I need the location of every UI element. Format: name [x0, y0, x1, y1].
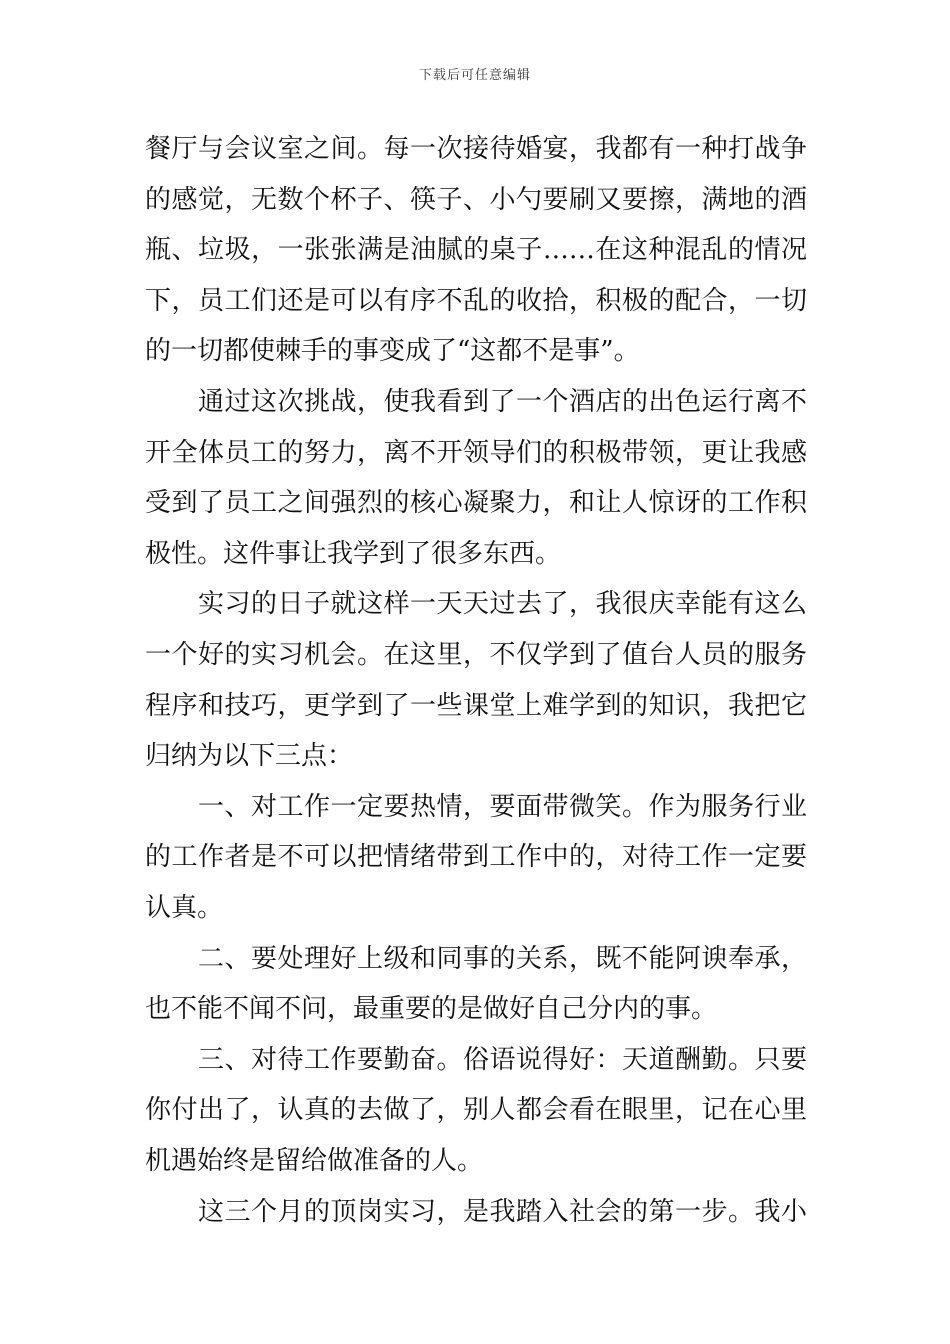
- text-line: 一、对工作一定要热情，要面带微笑。作为服务行业: [145, 792, 807, 822]
- text-line: 也不能不闻不问，最重要的是做好自己分内的事。: [145, 994, 718, 1024]
- text-line: 受到了员工之间强烈的核心凝聚力，和让人惊讶的工作积: [145, 488, 807, 518]
- text-line: 极性。这件事让我学到了很多东西。: [145, 539, 562, 569]
- text-line: 下，员工们还是可以有序不乱的收拾，积极的配合，一切: [145, 286, 807, 316]
- text-line: 三、对待工作要勤奋。俗语说得好：天道酬勤。只要: [145, 1045, 807, 1075]
- text-line: 实习的日子就这样一天天过去了，我很庆幸能有这么: [145, 589, 807, 619]
- text-line: 认真。: [145, 893, 224, 923]
- text-line: 一个好的实习机会。在这里，不仅学到了值台人员的服务: [145, 640, 807, 670]
- text-line: 归纳为以下三点：: [145, 741, 354, 771]
- text-line: 程序和技巧，更学到了一些课堂上难学到的知识，我把它: [145, 691, 807, 721]
- text-line: 的感觉，无数个杯子、筷子、小勺要刷又要擦，满地的酒: [145, 185, 807, 215]
- text-line: 二、要处理好上级和同事的关系，既不能阿谀奉承，: [145, 944, 807, 974]
- text-line: 通过这次挑战，使我看到了一个酒店的出色运行离不: [145, 387, 807, 417]
- text-line: 的一切都使棘手的事变成了“这都不是事”。: [145, 336, 640, 366]
- page-header-note: 下载后可任意编辑: [418, 68, 531, 83]
- text-line: 餐厅与会议室之间。每一次接待婚宴，我都有一种打战争: [145, 134, 807, 164]
- text-line: 机遇始终是留给做准备的人。: [145, 1146, 484, 1176]
- text-line: 的工作者是不可以把情绪带到工作中的，对待工作一定要: [145, 842, 807, 872]
- text-line: 开全体员工的努力，离不开领导们的积极带领，更让我感: [145, 438, 807, 468]
- text-line: 这三个月的顶岗实习，是我踏入社会的第一步。我小: [145, 1197, 807, 1227]
- text-line: 瓶、垃圾，一张张满是油腻的桌子……在这种混乱的情况: [145, 235, 807, 265]
- text-line: 你付出了，认真的去做了，别人都会看在眼里，记在心里: [145, 1095, 807, 1125]
